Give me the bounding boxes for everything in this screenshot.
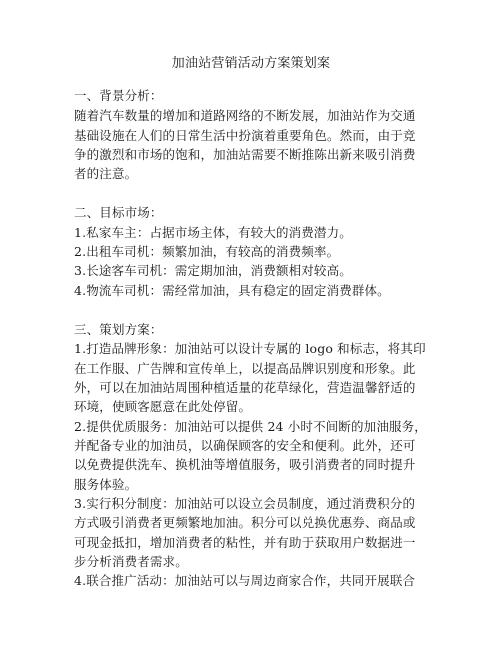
paragraph-line: 者的注意。 — [74, 166, 138, 181]
paragraph-line: 4.联合推广活动：加油站可以与周边商家合作，共同开展联合 — [74, 573, 416, 588]
paragraph-line: 以免费提供洗车、换机油等增值服务，吸引消费者的同时提升 — [74, 457, 416, 472]
list-item: 3.长途客车司机：需定期加油，消费额相对较高。 — [74, 263, 352, 278]
paragraph-line: 外，可以在加油站周围种植适量的花草绿化，营造温馨舒适的 — [74, 380, 416, 395]
document-title: 加油站营销活动方案策划案 — [171, 56, 331, 71]
paragraph-line: 可现金抵扣，增加消费者的粘性，并有助于获取用户数据进一 — [74, 535, 416, 550]
paragraph-line: 在工作服、广告牌和宣传单上，以提高品牌识别度和形象。此 — [74, 361, 416, 376]
paragraph-line: 争的激烈和市场的饱和，加油站需要不断推陈出新来吸引消费 — [74, 147, 416, 162]
paragraph-line: 1.打造品牌形象：加油站可以设计专属的 logo 和标志，将其印 — [74, 341, 426, 356]
paragraph-line: 步分析消费者需求。 — [74, 554, 188, 569]
paragraph-line: 3.实行积分制度：加油站可以设立会员制度，通过消费积分的 — [74, 496, 416, 511]
paragraph-line: 2.提供优质服务：加油站可以提供 24 小时不间断的加油服务， — [74, 419, 427, 434]
paragraph-line: 基础设施在人们的日常生活中扮演着重要角色。然而，由于竞 — [74, 128, 416, 143]
section-heading: 一、背景分析： — [74, 88, 163, 103]
section-heading: 二、目标市场： — [74, 205, 163, 220]
list-item: 1.私家车主：占据市场主体，有较大的消费潜力。 — [74, 225, 352, 240]
paragraph-line: 方式吸引消费者更频繁地加油。积分可以兑换优惠券、商品或 — [74, 515, 416, 530]
paragraph-line: 随着汽车数量的增加和道路网络的不断发展，加油站作为交通 — [74, 108, 416, 123]
paragraph-line: 服务体验。 — [74, 477, 138, 492]
list-item: 2.出租车司机：频繁加油，有较高的消费频率。 — [74, 244, 340, 259]
paragraph-line: 并配备专业的加油员，以确保顾客的安全和便利。此外，还可 — [74, 438, 416, 453]
list-item: 4.物流车司机：需经常加油，具有稳定的固定消费群体。 — [74, 283, 390, 298]
paragraph-line: 环境，使顾客愿意在此处停留。 — [74, 399, 252, 414]
section-heading: 三、策划方案： — [74, 322, 163, 337]
